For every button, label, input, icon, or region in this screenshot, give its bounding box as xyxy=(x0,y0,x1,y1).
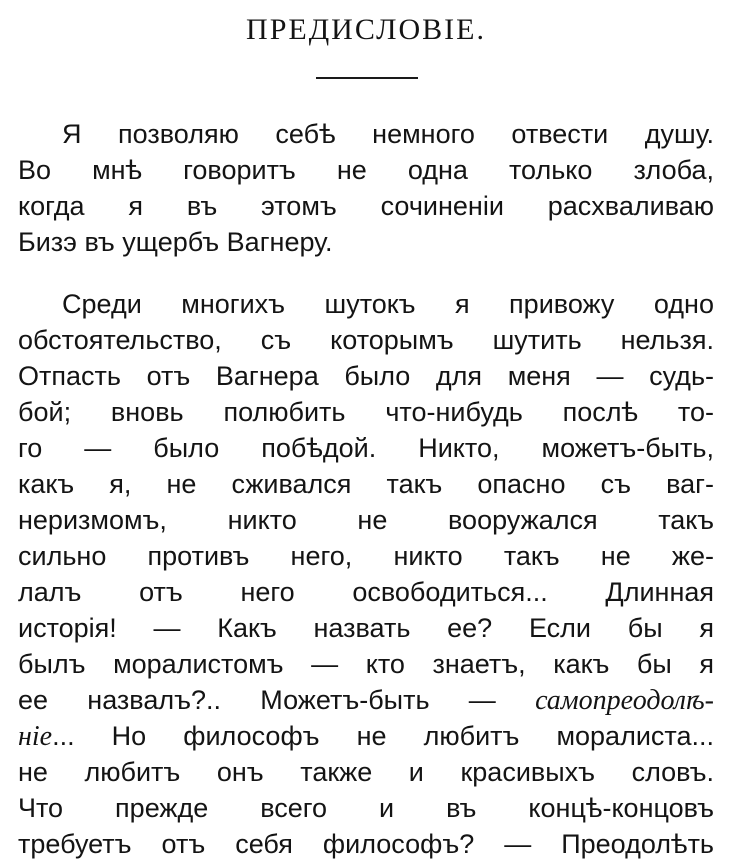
text-line: требуетъ отъ себя философъ? — Преодолѣть xyxy=(18,829,714,859)
text-line: го — было побѣдой. Никто, можетъ-быть, xyxy=(18,433,714,463)
text-line: Бизэ въ ущербъ Вагнеру. xyxy=(18,227,333,257)
text-line: Отпасть отъ Вагнера было для меня — судь- xyxy=(18,361,714,391)
text-line: когда я въ этомъ сочиненіи расхваливаю xyxy=(18,191,714,221)
text-line: Что прежде всего и въ концѣ-концовъ xyxy=(18,793,714,823)
italic-text: ніе xyxy=(18,721,53,752)
text-segment: ее назвалъ?.. Можетъ-быть — xyxy=(18,685,536,715)
text-line: лалъ отъ него освободиться... Длинная xyxy=(18,577,714,607)
paragraph-1 xyxy=(18,116,714,260)
text-line: былъ моралистомъ — кто знаетъ, какъ бы я xyxy=(18,649,714,679)
text-line: Среди многихъ шутокъ я привожу одно xyxy=(62,289,714,319)
paragraph-2 xyxy=(18,286,714,862)
text-line: Во мнѣ говоритъ не одна только злоба, xyxy=(18,155,714,185)
text-line xyxy=(18,682,714,718)
text-line: сильно противъ него, никто такъ не же- xyxy=(18,541,714,571)
text-line: исторія! — Какъ назвать ее? Если бы я xyxy=(18,613,714,643)
text-line: бой; вновь полюбить что-нибудь послѣ то- xyxy=(18,397,714,427)
text-line: неризмомъ, никто не вооружался такъ xyxy=(18,505,714,535)
page-title: ПРЕДИСЛОВІЕ. xyxy=(246,13,486,46)
text-segment: ... Но философъ не любитъ моралиста... xyxy=(52,721,714,751)
title-divider xyxy=(316,77,418,79)
text-line: не любитъ онъ также и красивыхъ словъ. xyxy=(18,757,714,787)
text-line: Я позволяю себѣ немного отвести душу. xyxy=(62,119,714,149)
italic-text: самопреодолѣ- xyxy=(535,685,714,716)
text-line: обстоятельство, съ которымъ шутить нельзя. xyxy=(18,325,714,355)
text-line xyxy=(18,718,714,754)
text-line: какъ я, не сживался такъ опасно съ ваг- xyxy=(18,469,714,499)
